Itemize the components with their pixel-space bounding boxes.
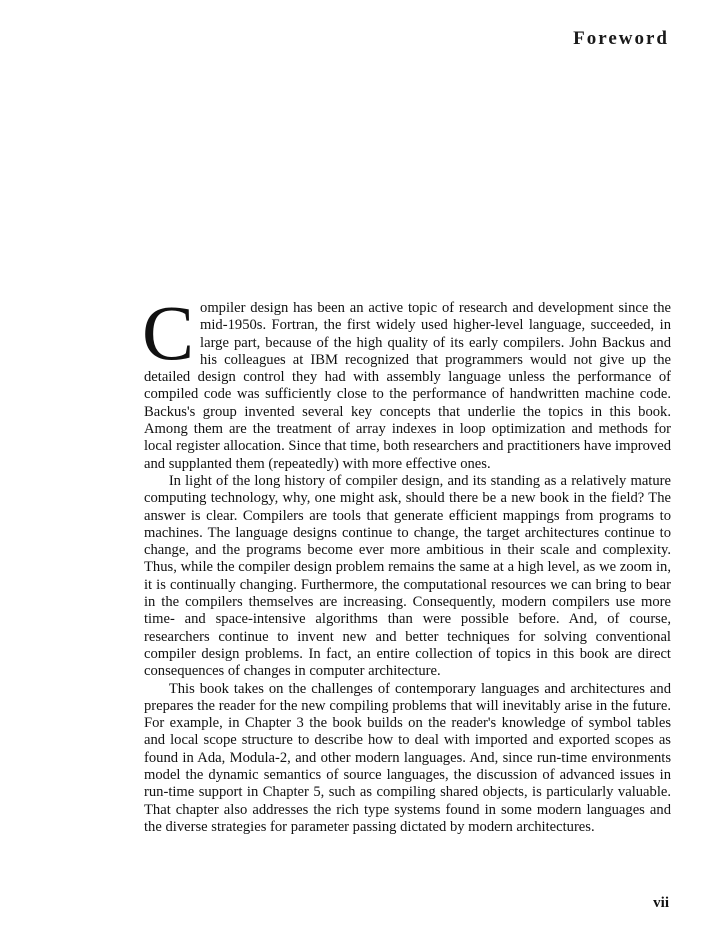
foreword-body [142, 289, 671, 836]
paragraph-1 [142, 289, 671, 473]
paragraph-3: This book takes on the challenges of contemporary languages and architectures and prepares the reader for the new compiling problems that will inevitably arise in the future. For example, in Chapter 3 the book builds on the reader's knowledge of symbol tables and local scope structure to describe how to deal with imported and exported scopes as found in Ada, Modula-2, and other modern languages. And, since run-time environments model the dynamic semantics of source languages, the discussion of advanced issues in run-time support in Chapter 5, such as compiling shared objects, is particularly valuable. That chapter also addresses the rich type systems found in some modern languages and the diverse strategies for parameter passing dictated by modern architectures. [144, 680, 671, 835]
paragraph-2: In light of the long history of compiler design, and its standing as a relatively mature computing technology, why, one might ask, should there be a new book in the field? The answer is clear. Compilers are tools that generate efficient mappings from programs to machines. The language designs continue to change, the target architectures continue to change, and the programs become ever more ambitious in their scale and complexity. Thus, while the compiler design problem remains the same at a high level, as we zoom in, it is continually changing. Furthermore, the computational resources we can bring to bear in the compilers themselves are increasing. Consequently, modern compilers use more time- and space-intensive algorithms than were possible before. And, of course, researchers continue to invent new and better techniques for solving conventional compiler design problems. In fact, an entire collection of topics in this book are direct consequences of changes in computer architecture. [144, 472, 671, 680]
drop-cap: C [142, 289, 195, 376]
page-number: vii [653, 895, 669, 911]
paragraph-1-text: ompiler design has been an active topic of research and development since the mid-1950s. Fortran, the first widely used higher-level language, succeeded, in large part, because of the high quality of its early compilers. John Backus and his colleagues at IBM recognized that programmers would not give up the detailed design control they had with assembly language unless the performance of compiled code was sufficiently close to the performance of handwritten machine code. Backus's group invented several key concepts that underlie the topics in this book. Among them are the treatment of array indexes in loop optimization and methods for local register allocation. Since that time, both researchers and practitioners have improved and supplanted them (repeatedly) with more effective ones. [144, 300, 671, 472]
page-title: Foreword [573, 28, 669, 49]
